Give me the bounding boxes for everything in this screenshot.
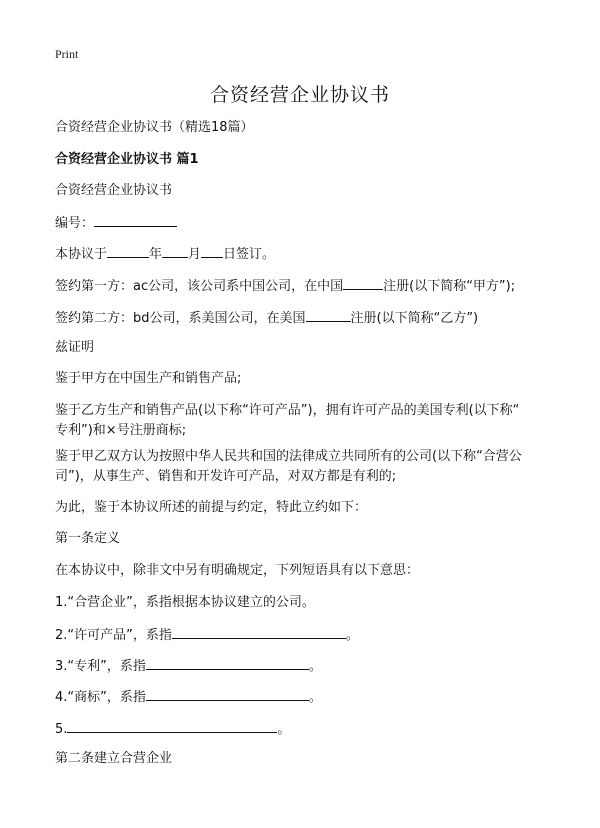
definition-2-blank bbox=[172, 626, 346, 639]
number-label: 编号： bbox=[55, 216, 95, 231]
definition-5-label: 5. bbox=[55, 722, 68, 737]
recital-3-line-1: 鉴于甲乙双方认为按照中华人民共和国的法律成立共同所有的公司(以下称“合营公 bbox=[55, 449, 522, 464]
document-title: 合资经营企业协议书 bbox=[209, 84, 390, 106]
section-heading: 合资经营企业协议书 篇1 bbox=[55, 152, 199, 167]
number-line bbox=[55, 214, 177, 232]
party-b-blank bbox=[306, 309, 351, 322]
definition-3-period: 。 bbox=[308, 659, 322, 674]
recital-3-line-2: 司”)，从事生产、销售和开发许可产品，对双方都是有利的; bbox=[55, 469, 397, 484]
definition-5-period: 。 bbox=[277, 722, 291, 737]
witness: 兹证明 bbox=[55, 340, 95, 355]
month-label: 月 bbox=[188, 247, 202, 262]
year-blank bbox=[107, 245, 149, 258]
subtitle: 合资经营企业协议书（精选18篇） bbox=[55, 120, 254, 135]
recital-2-line-1: 鉴于乙方生产和销售产品(以下称“许可产品”)，拥有许可产品的美国专利(以下称“ bbox=[55, 403, 520, 418]
article-2-heading: 第二条建立合营企业 bbox=[55, 751, 173, 766]
definition-2-label: 2.“许可产品”，系指 bbox=[55, 628, 172, 643]
day-label: 日签订。 bbox=[223, 247, 276, 262]
sign-date-line bbox=[55, 245, 275, 263]
article-1-heading: 第一条定义 bbox=[55, 531, 121, 546]
definition-2-period: 。 bbox=[345, 628, 359, 643]
day-blank bbox=[201, 245, 223, 258]
definition-4-label: 4.“商标”，系指 bbox=[55, 690, 146, 705]
definition-5 bbox=[55, 720, 290, 738]
month-blank bbox=[162, 245, 188, 258]
party-a-blank bbox=[343, 277, 383, 290]
party-a-prefix: 签约第一方：ac公司，该公司系中国公司，在中国 bbox=[55, 279, 344, 294]
number-blank bbox=[94, 214, 177, 227]
definition-3-label: 3.“专利”，系指 bbox=[55, 659, 146, 674]
print-label: Print bbox=[55, 47, 79, 61]
definition-1: 1.“合营企业”，系指根据本协议建立的公司。 bbox=[55, 595, 315, 610]
definition-4-period: 。 bbox=[308, 690, 322, 705]
definition-4 bbox=[55, 688, 322, 706]
doc-name: 合资经营企业协议书 bbox=[55, 183, 173, 198]
definitions-intro: 在本协议中，除非文中另有明确规定，下列短语具有以下意思： bbox=[55, 563, 420, 578]
recital-1: 鉴于甲方在中国生产和销售产品; bbox=[55, 371, 242, 386]
party-a-suffix: 注册(以下简称“甲方”); bbox=[383, 279, 516, 294]
recital-2-line-2: 专利”)和×号注册商标; bbox=[55, 423, 187, 438]
party-a-line bbox=[55, 277, 515, 295]
agreement-intro: 为此，鉴于本协议所述的前提与约定，特此立约如下： bbox=[55, 500, 368, 515]
definition-5-blank bbox=[67, 720, 277, 733]
year-label: 年 bbox=[149, 247, 163, 262]
sign-date-prefix: 本协议于 bbox=[55, 247, 108, 262]
party-b-suffix: 注册(以下简称“乙方”) bbox=[350, 311, 479, 326]
definition-3-blank bbox=[146, 657, 309, 670]
definition-4-blank bbox=[146, 688, 309, 701]
definition-2 bbox=[55, 626, 359, 644]
party-b-prefix: 签约第二方：bd公司，系美国公司，在美国 bbox=[55, 311, 306, 326]
definition-3 bbox=[55, 657, 322, 675]
party-b-line bbox=[55, 309, 478, 327]
